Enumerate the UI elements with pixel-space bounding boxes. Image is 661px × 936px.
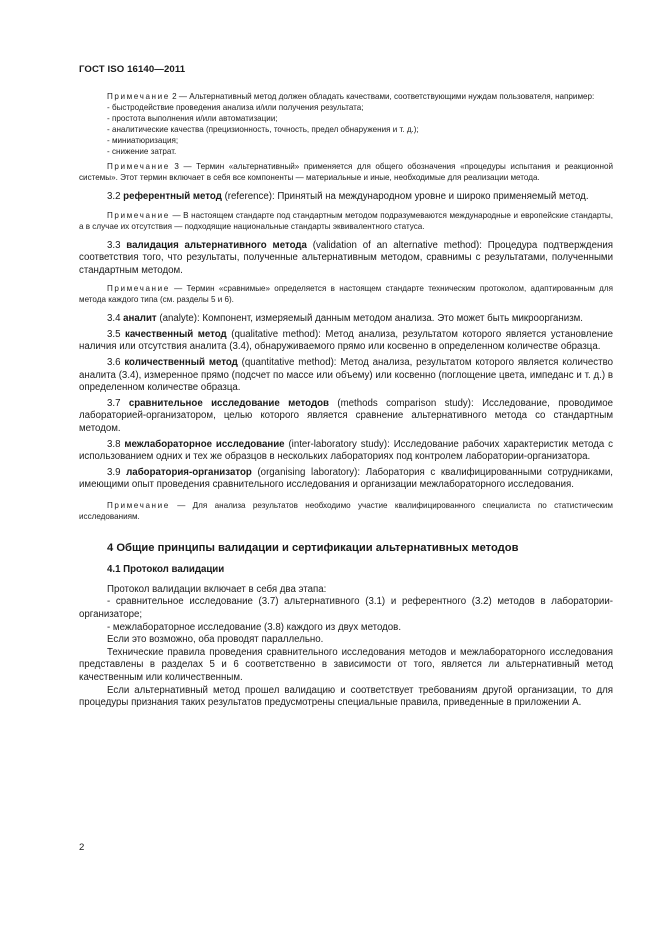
page-content	[79, 92, 613, 710]
list-item: - быстродействие проведения анализа и/или получения результата;	[107, 102, 364, 112]
definition-3-8	[79, 439, 613, 464]
note-label: Примечание	[107, 500, 170, 510]
definition-text: (reference): Принятый на международном уровне и широко применяемый метод.	[221, 191, 589, 203]
note-text: — Термин «сравнимые» определяется в настоящем стандарте техническим протоколом, адаптированным для метода каждого типа (см. разделы 5 и 6).	[79, 284, 613, 305]
note-2	[79, 92, 613, 103]
body-paragraph: - сравнительное исследование (3.7) альтернативного (3.1) и референтного (3.2) методов в лаборатории-организаторе;	[79, 596, 613, 620]
term: референтный метод	[123, 191, 222, 203]
list-item: - снижение затрат.	[107, 146, 177, 156]
term: валидация альтернативного метода	[126, 239, 307, 251]
note-3-3	[79, 284, 613, 306]
definition-3-6	[79, 357, 613, 395]
clause-number: 3.4	[107, 313, 124, 325]
body-paragraph: Если альтернативный метод прошел валидацию и соответствует требованиям другой организации, то для процедуры признания таких результатов предусмотрены специальные правила, приведенные в приложении А.	[79, 684, 613, 709]
clause-number: 3.9	[107, 466, 127, 478]
definition-text: (analyte): Компонент, измеряемый данным методом анализа. Это может быть микроорганизм.	[156, 313, 583, 325]
clause-number: 3.3	[107, 239, 127, 251]
note-label: Примечание	[107, 92, 170, 101]
list-item: - миниатюризация;	[107, 135, 179, 145]
term: сравнительное исследование методов	[128, 397, 329, 409]
clause-number: 3.6	[107, 357, 125, 369]
definition-text: (validation of an alternative method): Процедура подтверждения соответствия того, что результаты, полученные альтернативным методом, сравнимы с результатами, полученными стандартным методом.	[79, 239, 613, 276]
term: качественный метод	[125, 328, 227, 340]
list-item: - аналитические качества (прецизионность, точность, предел обнаружения и т. д.);	[107, 124, 419, 134]
definition-3-5	[79, 329, 613, 354]
body-paragraph: Протокол валидации включает в себя два этапа:	[107, 583, 327, 595]
term: аналит	[123, 313, 157, 325]
definition-text: (inter-laboratory study): Исследование рабочих характеристик метода с использованием одних и тех же образцов в нескольких лабораториях под контролем лаборатории-организатора.	[79, 438, 613, 463]
note-text: — В настоящем стандарте под стандартным методом подразумеваются международные и европейские стандарты, а в случае их отсутствия — подходящие национальные стандарты эквивалентного статуса.	[79, 210, 613, 231]
clause-number: 3.7	[107, 397, 129, 409]
note-label: Примечание	[107, 284, 170, 294]
definition-3-3	[79, 240, 613, 278]
body-paragraph: - межлабораторное исследование (3.8) каждого из двух методов.	[107, 621, 402, 633]
note-label: Примечание	[107, 162, 170, 172]
term: количественный метод	[124, 357, 238, 369]
note-3	[79, 162, 613, 184]
definition-text: (qualitative method): Метод анализа, результатом которого является установление наличия или отсутствия аналита (3.4), обнаруживаемого прямо или косвенно в определенном количестве образца.	[79, 328, 613, 353]
section-4-heading: 4 Общие принципы валидации и сертификации альтернативных методов	[107, 541, 519, 554]
list-item: - простота выполнения и/или автоматизации;	[107, 113, 278, 123]
note-label: Примечание	[107, 210, 170, 220]
note-3-9	[79, 501, 613, 523]
section-4-1-heading: 4.1 Протокол валидации	[107, 563, 225, 575]
definition-text: (methods comparison study): Исследование, проводимое лабораторией-организатором, целью которого является сравнение альтернативного метода со стандартным методом.	[79, 397, 613, 434]
note-text: 2 — Альтернативный метод должен обладать качествами, соответствующими нуждам пользователя, например:	[169, 92, 595, 101]
clause-number: 3.2	[107, 191, 124, 203]
clause-number: 3.8	[107, 438, 125, 450]
note-text: — Для анализа результатов необходимо участие квалифицированного специалиста по статистическим исследованиям.	[79, 500, 613, 521]
definition-3-7	[79, 398, 613, 436]
term: межлабораторное исследование	[124, 438, 285, 450]
definition-3-9	[79, 467, 613, 492]
body-paragraph: Если это возможно, оба проводят параллельно.	[107, 634, 324, 646]
definition-3-2	[79, 191, 613, 204]
definition-text: (quantitative method): Метод анализа, результатом которого является количество аналита (3.4), измеренное прямо (подсчет по массе или объему) или косвенно (поглощение цвета, импеданс и т. д.) в определенном количестве образца.	[79, 357, 613, 394]
note-3-2	[79, 211, 613, 233]
clause-number: 3.5	[107, 328, 126, 340]
definition-text: (organising laboratory): Лаборатория с квалифицированными сотрудниками, имеющими опыт проведения сравнительного исследования и организации межлабораторного исследования.	[79, 466, 613, 491]
note-text: 3 — Термин «альтернативный» применяется для общего обозначения «процедуры испытания и реакционной системы». Этот термин включает в себя все компоненты — материальные и иные, необходимые для реализации метода.	[79, 162, 613, 183]
body-paragraph: Технические правила проведения сравнительного исследования методов и межлабораторного исследования представлены в разделах 5 и 6 соответственно в зависимости от того, является ли альтернативный метод качественным или количественным.	[79, 646, 613, 683]
standard-code-header: ГОСТ ISO 16140—2011	[79, 64, 186, 75]
term: лаборатория-организатор	[126, 466, 252, 478]
page-number: 2	[79, 842, 85, 853]
definition-3-4	[79, 313, 613, 326]
